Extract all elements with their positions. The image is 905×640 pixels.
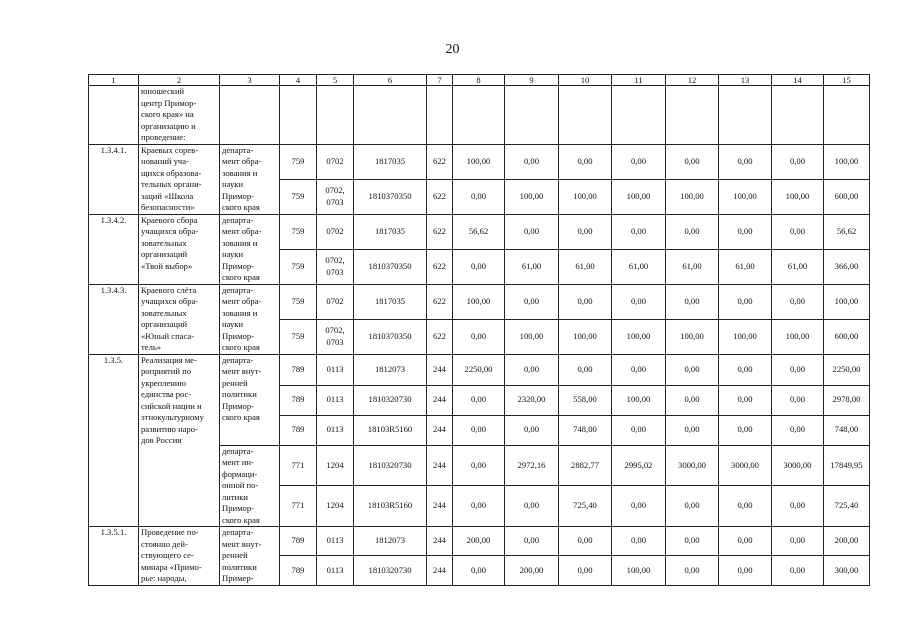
table-cell: 0,00 [453,385,505,415]
column-header: 1 [89,75,139,86]
table-cell [666,86,719,145]
table-cell: 0,00 [559,284,612,319]
table-cell: 244 [427,415,453,445]
table-cell: 789 [280,556,317,585]
table-row [89,354,870,385]
table-header-row [89,75,870,86]
table-cell: 759 [280,214,317,249]
column-header: 9 [505,75,559,86]
table-cell: 0,00 [772,214,824,249]
table-cell: 244 [427,486,453,527]
table-cell: 771 [280,445,317,486]
table-cell: 0,00 [666,556,719,585]
table-cell: 0702, 0703 [317,179,354,214]
table-cell: 100,00 [612,319,666,354]
table-cell: 1810320730 [354,385,427,415]
table-row [89,284,870,319]
column-header: 7 [427,75,453,86]
table-cell: 622 [427,249,453,284]
table-cell: 300,00 [824,556,870,585]
table-cell [772,86,824,145]
table-cell: 0,00 [505,486,559,527]
table-cell: 1812073 [354,354,427,385]
table-cell: 100,00 [505,319,559,354]
responsible-org: департа- мент обра- зования и науки Примор- ского края [220,144,280,214]
table-cell: 0,00 [453,179,505,214]
table-cell [220,86,280,145]
table-cell: 100,00 [824,284,870,319]
table-cell: 0,00 [453,445,505,486]
table-cell: 100,00 [719,319,772,354]
item-number: 1.3.4.3. [89,284,139,354]
table-cell: 0,00 [666,527,719,556]
table-cell: 100,00 [453,284,505,319]
table-cell: 759 [280,319,317,354]
table-cell: 100,00 [612,385,666,415]
table-cell: 0113 [317,556,354,585]
responsible-org: департа- мент обра- зования и науки Примор- ского края [220,284,280,354]
table-cell: 0,00 [453,319,505,354]
table-cell: 0,00 [719,486,772,527]
table-cell: 622 [427,214,453,249]
table-cell: 0,00 [719,527,772,556]
table-cell: 0702, 0703 [317,249,354,284]
table-cell: 0,00 [612,214,666,249]
table-cell [453,86,505,145]
table-cell: 244 [427,354,453,385]
table-cell: 0,00 [772,486,824,527]
column-header: 10 [559,75,612,86]
table-cell: 56,62 [824,214,870,249]
column-header: 11 [612,75,666,86]
table-cell: 0,00 [612,144,666,179]
table-cell: 558,00 [559,385,612,415]
table-cell: 1817035 [354,214,427,249]
table-cell: 0,00 [772,284,824,319]
table-cell: 18103R5160 [354,415,427,445]
table-cell: 0,00 [453,249,505,284]
table-cell: 789 [280,354,317,385]
table-cell: 2320,00 [505,385,559,415]
item-number: 1.3.5.1. [89,527,139,586]
table-cell: 17849,95 [824,445,870,486]
table-cell: 1810320730 [354,556,427,585]
column-header: 2 [139,75,220,86]
table-cell: 1204 [317,486,354,527]
table-cell: 2250,00 [824,354,870,385]
table-cell: 0,00 [772,354,824,385]
item-name: Реализация ме- роприятий по укреплению единства рос- сийской нации и этнокультурному развитию наро- дов России [139,354,220,527]
table-cell: 1817035 [354,284,427,319]
table-cell: 2978,00 [824,385,870,415]
table-cell: 0702 [317,144,354,179]
table-cell: 771 [280,486,317,527]
table-cell: 1204 [317,445,354,486]
table-cell: 2995,02 [612,445,666,486]
table-cell: 0,00 [719,284,772,319]
table-cell: 0,00 [559,354,612,385]
column-header: 5 [317,75,354,86]
table-cell: 61,00 [719,249,772,284]
item-number: 1.3.5. [89,354,139,527]
table-cell: 3000,00 [772,445,824,486]
table-cell: 61,00 [772,249,824,284]
table-cell: 0702 [317,284,354,319]
responsible-org: департа- мент внут- ренней политики Пример- [220,527,280,586]
table-cell: 100,00 [772,179,824,214]
table-cell: 759 [280,249,317,284]
page-number: 20 [445,42,460,57]
table-cell: 200,00 [824,527,870,556]
table-cell: 0,00 [666,486,719,527]
responsible-org: департа- мент обра- зования и науки Примор- ского края [220,214,280,284]
table-cell: 0,00 [719,144,772,179]
table-cell: 0,00 [505,527,559,556]
table-cell: 3000,00 [666,445,719,486]
table-cell: 622 [427,284,453,319]
table-cell: 100,00 [666,319,719,354]
table-cell: 0,00 [719,214,772,249]
table-cell: 2972,16 [505,445,559,486]
table-cell: 0,00 [666,385,719,415]
table-cell: 0,00 [772,527,824,556]
table-cell: 200,00 [505,556,559,585]
table-cell: 0,00 [719,354,772,385]
table-cell: 789 [280,415,317,445]
table-cell: 0,00 [559,556,612,585]
item-name: Проведение по- стоянно дей- ствующего се- минара «Примо- рье: народы, [139,527,220,586]
table-cell: 0,00 [666,415,719,445]
table-cell: 0,00 [612,284,666,319]
column-header: 4 [280,75,317,86]
table-cell: 0,00 [612,354,666,385]
table-cell: 1810370350 [354,179,427,214]
table-cell: 0,00 [505,144,559,179]
table-cell: 0,00 [666,144,719,179]
budget-table [88,74,870,586]
table-cell: 61,00 [666,249,719,284]
table-cell: 244 [427,445,453,486]
table-cell: 61,00 [505,249,559,284]
table-cell: 0702, 0703 [317,319,354,354]
table-cell: 0,00 [612,486,666,527]
item-number: 1.3.4.1. [89,144,139,214]
table-cell: 18103R5160 [354,486,427,527]
table-cell: 759 [280,179,317,214]
table-cell: 622 [427,319,453,354]
table-cell: 56,62 [453,214,505,249]
table-cell: 0,00 [612,527,666,556]
table-cell: 0,00 [453,486,505,527]
item-name: Краевого сбора учащихся обра- зовательных организаций «Твой выбор» [139,214,220,284]
responsible-org: департа- мент ин- формаци- онной по- литики Примор- ского края [220,445,280,527]
table-cell: 61,00 [559,249,612,284]
table-cell: 100,00 [612,556,666,585]
table-cell: 1817035 [354,144,427,179]
table-cell: 725,40 [824,486,870,527]
table-cell: 100,00 [559,319,612,354]
table-cell: 1810320730 [354,445,427,486]
table-cell: 200,00 [453,527,505,556]
table-cell: 600,00 [824,179,870,214]
table-cell [354,86,427,145]
item-number: 1.3.4.2. [89,214,139,284]
table-row [89,214,870,249]
table-cell: 748,00 [824,415,870,445]
table-cell: 100,00 [453,144,505,179]
table-cell: 600,00 [824,319,870,354]
table-cell: 61,00 [612,249,666,284]
table-cell: 0,00 [505,284,559,319]
table-cell: 0,00 [719,556,772,585]
table-cell: 789 [280,385,317,415]
table-cell: 0702 [317,214,354,249]
table-cell: 0,00 [719,385,772,415]
item-name: Краевых сорев- нований уча- щихся образова- тельных органи- заций «Школа безопасности» [139,144,220,214]
table-cell: 244 [427,527,453,556]
table-cell: 0,00 [719,415,772,445]
table-cell: 100,00 [612,179,666,214]
intro-text: юношеский центр Примор- ского края» на организацию и проведение: [139,86,220,145]
table-cell: 2250,00 [453,354,505,385]
table-cell [505,86,559,145]
table-cell: 789 [280,527,317,556]
table-cell: 0,00 [453,415,505,445]
table-cell: 1812073 [354,527,427,556]
table-cell: 0113 [317,415,354,445]
table-row [89,144,870,179]
table-cell: 100,00 [505,179,559,214]
table-cell: 0,00 [772,144,824,179]
table-cell: 100,00 [824,144,870,179]
table-cell: 0113 [317,385,354,415]
table-cell: 0,00 [666,214,719,249]
table-cell: 100,00 [666,179,719,214]
item-name: Краевого слёта учащихся обра- зовательных организаций «Юный спаса- тель» [139,284,220,354]
table-cell: 0,00 [559,214,612,249]
table-cell: 759 [280,144,317,179]
table-cell: 0,00 [453,556,505,585]
table-cell [719,86,772,145]
table-cell: 622 [427,179,453,214]
table-cell: 622 [427,144,453,179]
table-row [89,527,870,556]
column-header: 14 [772,75,824,86]
table-cell [612,86,666,145]
table-cell: 0,00 [772,556,824,585]
responsible-org: департа- мент внут- ренней политики Примор- ского края [220,354,280,445]
table-cell: 759 [280,284,317,319]
table-cell: 2882,77 [559,445,612,486]
column-header: 6 [354,75,427,86]
table-cell [280,86,317,145]
table-cell: 0113 [317,527,354,556]
table-cell: 0,00 [505,415,559,445]
table-cell: 0,00 [666,284,719,319]
table-cell [317,86,354,145]
table-cell: 0,00 [612,415,666,445]
table-cell: 748,00 [559,415,612,445]
table-cell: 244 [427,385,453,415]
table-cell: 100,00 [719,179,772,214]
table-cell: 0,00 [559,527,612,556]
column-header: 15 [824,75,870,86]
table-cell: 1810370350 [354,319,427,354]
table-cell: 0,00 [772,415,824,445]
table-cell [427,86,453,145]
table-cell: 0,00 [772,385,824,415]
table-cell: 0113 [317,354,354,385]
column-header: 8 [453,75,505,86]
table-cell: 725,40 [559,486,612,527]
column-header: 3 [220,75,280,86]
table-cell: 3000,00 [719,445,772,486]
table-row [89,86,870,145]
table-cell [559,86,612,145]
table-cell: 366,00 [824,249,870,284]
table-cell: 100,00 [559,179,612,214]
column-header: 13 [719,75,772,86]
table-cell [824,86,870,145]
table-cell: 100,00 [772,319,824,354]
table-cell: 0,00 [559,144,612,179]
table-cell: 244 [427,556,453,585]
table-cell: 0,00 [505,214,559,249]
column-header: 12 [666,75,719,86]
table-cell [89,86,139,145]
table-cell: 0,00 [666,354,719,385]
table-cell: 1810370350 [354,249,427,284]
table-cell: 0,00 [505,354,559,385]
